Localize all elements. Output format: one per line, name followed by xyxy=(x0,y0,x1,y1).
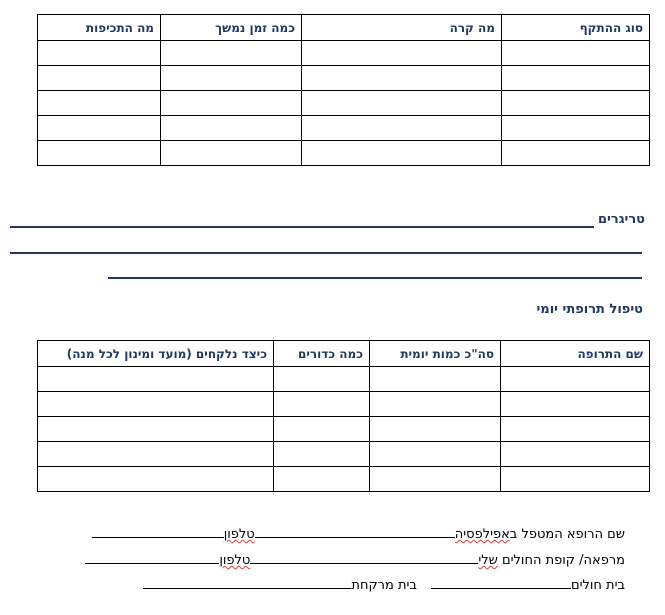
table-row xyxy=(38,116,650,141)
table-cell[interactable] xyxy=(502,66,650,91)
hospital-row xyxy=(143,578,625,593)
clinic-row xyxy=(85,553,625,568)
hospital-label: בית חולים xyxy=(570,578,625,593)
table-cell[interactable] xyxy=(274,392,370,417)
triggers-line-2[interactable] xyxy=(10,252,642,254)
col-frequency: מה התכיפות xyxy=(38,15,161,41)
doctor-phone-field[interactable] xyxy=(92,536,224,538)
clinic-phone-label: טלפון xyxy=(219,553,251,568)
table-cell[interactable] xyxy=(501,417,650,442)
table-row xyxy=(38,367,650,392)
triggers-line-1[interactable] xyxy=(10,226,594,228)
table-cell[interactable] xyxy=(38,392,274,417)
table-cell[interactable] xyxy=(502,41,650,66)
table-cell[interactable] xyxy=(501,392,650,417)
doctor-name-field[interactable] xyxy=(255,536,455,538)
table-cell[interactable] xyxy=(38,41,161,66)
table-row xyxy=(38,66,650,91)
table-cell[interactable] xyxy=(370,467,501,492)
table-row xyxy=(38,141,650,166)
table-cell[interactable] xyxy=(38,367,274,392)
table-cell[interactable] xyxy=(302,91,502,116)
col-seizure-type: סוג ההתקף xyxy=(502,15,650,41)
table-cell[interactable] xyxy=(370,367,501,392)
table-cell[interactable] xyxy=(502,116,650,141)
table-cell[interactable] xyxy=(274,417,370,442)
medication-heading: טיפול תרופתי יומי xyxy=(536,302,643,317)
table-cell[interactable] xyxy=(502,91,650,116)
triggers-line-3[interactable] xyxy=(108,277,642,279)
table-cell[interactable] xyxy=(38,467,274,492)
table-cell[interactable] xyxy=(502,141,650,166)
col-drug-name: שם התרופה xyxy=(501,341,650,367)
table-row xyxy=(38,392,650,417)
triggers-label: טריגרים xyxy=(598,212,645,227)
table-cell[interactable] xyxy=(161,116,302,141)
table-cell[interactable] xyxy=(38,66,161,91)
table-cell[interactable] xyxy=(161,91,302,116)
hospital-field[interactable] xyxy=(431,587,571,589)
clinic-label: מרפאה/ קופת החולים שלי xyxy=(478,553,625,568)
table-cell[interactable] xyxy=(38,417,274,442)
table-cell[interactable] xyxy=(38,91,161,116)
col-duration: כמה זמן נמשך xyxy=(161,15,302,41)
doctor-row xyxy=(92,527,625,542)
table-cell[interactable] xyxy=(302,41,502,66)
table-cell[interactable] xyxy=(38,141,161,166)
table-row xyxy=(38,91,650,116)
table-cell[interactable] xyxy=(501,467,650,492)
table-cell[interactable] xyxy=(38,116,161,141)
table-cell[interactable] xyxy=(370,442,501,467)
table-cell[interactable] xyxy=(302,116,502,141)
table-cell[interactable] xyxy=(302,141,502,166)
table-cell[interactable] xyxy=(274,442,370,467)
table-row xyxy=(38,467,650,492)
doctor-label: שם הרופא המטפל באפילפסיה xyxy=(454,527,625,542)
col-daily-total: סה"כ כמות יומית xyxy=(370,341,501,367)
pharmacy-field[interactable] xyxy=(143,587,351,589)
doctor-phone-label: טלפון xyxy=(223,527,255,542)
seizure-table xyxy=(37,14,650,166)
col-how-taken: כיצד נלקחים (מועד ומינון לכל מנה) xyxy=(38,341,274,367)
col-pill-count: כמה כדורים xyxy=(274,341,370,367)
table-cell[interactable] xyxy=(161,66,302,91)
medication-table xyxy=(37,340,650,492)
table-cell[interactable] xyxy=(274,467,370,492)
clinic-phone-field[interactable] xyxy=(85,562,219,564)
table-cell[interactable] xyxy=(38,442,274,467)
clinic-name-field[interactable] xyxy=(250,562,478,564)
table-cell[interactable] xyxy=(274,367,370,392)
table-row xyxy=(38,417,650,442)
table-cell[interactable] xyxy=(370,392,501,417)
table-cell[interactable] xyxy=(161,141,302,166)
table-cell[interactable] xyxy=(161,41,302,66)
table-cell[interactable] xyxy=(501,442,650,467)
table-cell[interactable] xyxy=(501,367,650,392)
medication-table-header xyxy=(38,341,650,367)
table-row xyxy=(38,442,650,467)
col-what-happened: מה קרה xyxy=(302,15,502,41)
table-cell[interactable] xyxy=(302,66,502,91)
table-row xyxy=(38,41,650,66)
pharmacy-label: בית מרקחת xyxy=(351,578,417,593)
table-cell[interactable] xyxy=(370,417,501,442)
seizure-table-header xyxy=(38,15,650,41)
